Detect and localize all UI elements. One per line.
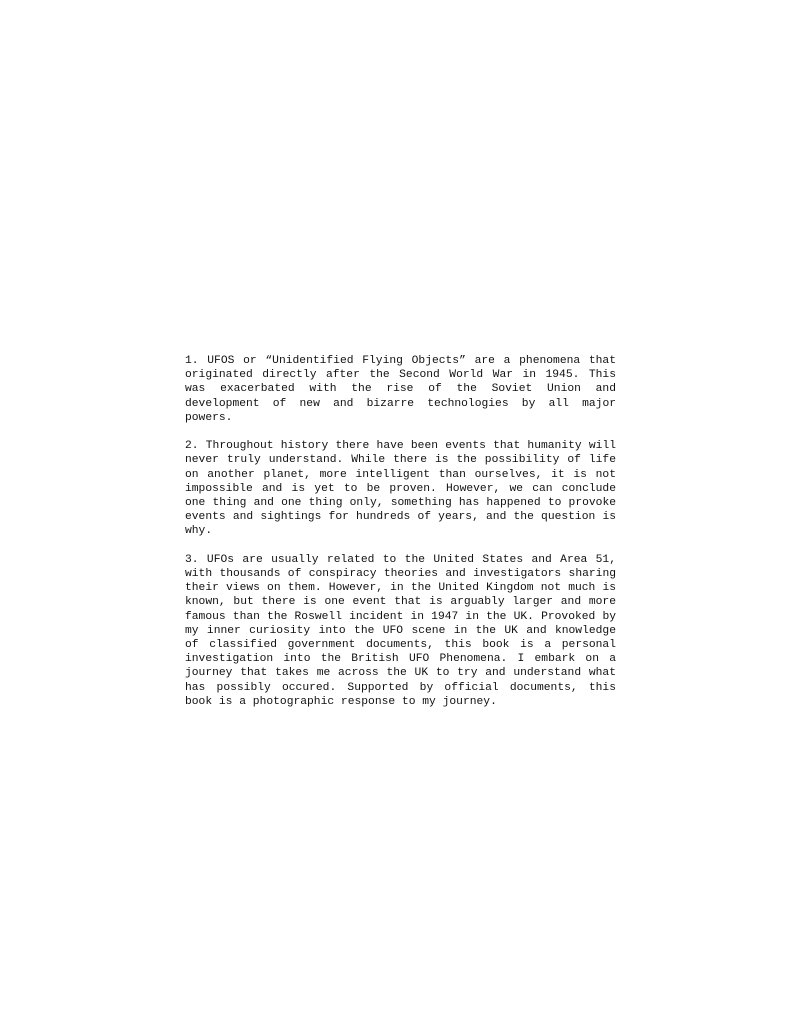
body-text — [185, 354, 616, 709]
paragraph-3: 3. UFOs are usually related to the United States and Area 51, with thousands of conspiracy theories and investigators sharing their views on them. However, in the United Kingdom not much is known, but there is one event that is arguably larger and more famous than the Roswell incident in 1947 in the UK. Provoked by my inner curiosity into the UFO scene in the UK and knowledge of classified government documents, this book is a personal investigation into the British UFO Phenomena. I embark on a journey that takes me across the UK to try and understand what has possibly occured. Supported by official documents, this book is a photographic response to my journey. — [185, 553, 616, 708]
paragraph-1: 1. UFOS or “Unidentified Flying Objects” are a phenomena that originated directly after the Second World War in 1945. This was exacerbated with the rise of the Soviet Union and development of new and bizarre technologies by all major powers. — [185, 355, 616, 424]
paragraph-2: 2. Throughout history there have been events that humanity will never truly understand. While there is the possibility of life on another planet, more intelligent than ourselves, it is not impossible and is yet to be proven. However, we can conclude one thing and one thing only, something has happened to provoke events and sightings for hundreds of years, and the question is why. — [185, 440, 616, 538]
